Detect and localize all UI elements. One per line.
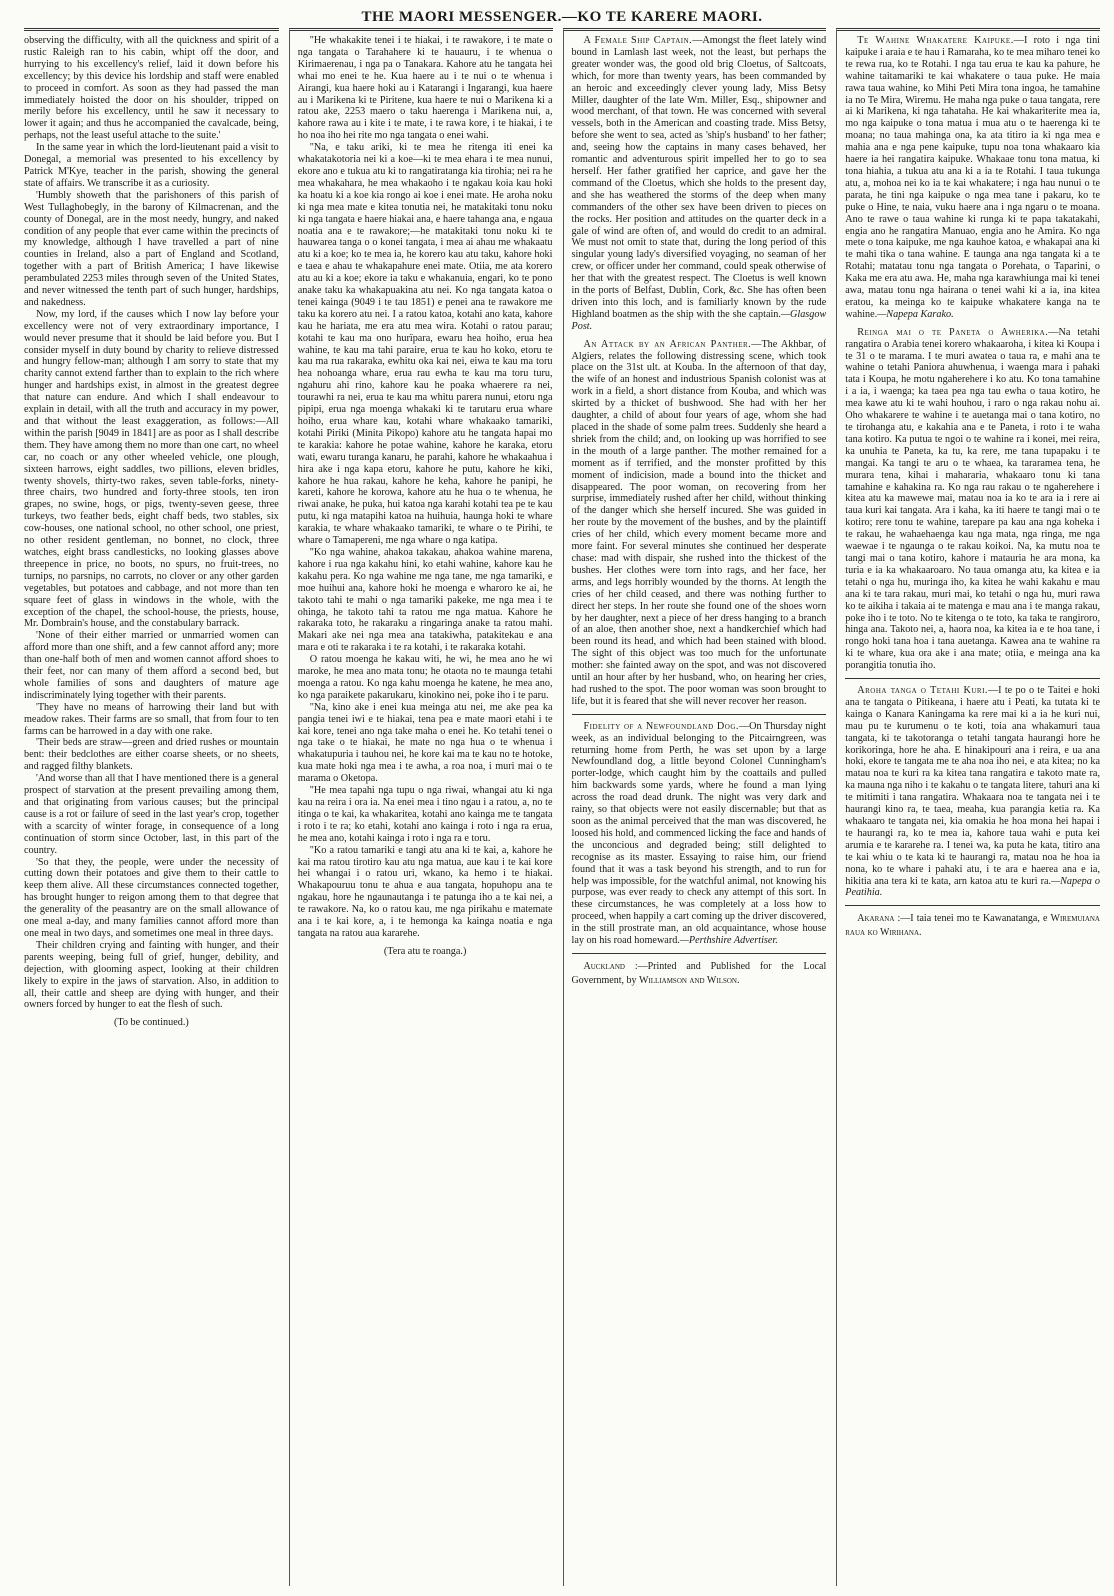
article-paragraph: 'They have no means of harrowing their land but with meadow rakes. Their farms are so small, that from four to ten farms can be harrowed in a day with one rake. <box>24 701 279 737</box>
article-body: —The Akhbar, of Algiers, relates the following distressing scene, which took place on the 31st ult. at Kouba. In the afternoon of that day, the wife of an honest and industrious Spanish colonist was at work in a field, a short distance from Kouba, and which was skirted by a thicket of bushwood. She had with her her daughter, a child of about four years of age, whom she had placed in the shade of some palm trees. Suddenly she heard a shriek from the child; and, on looking up was horrified to see in the mouth of a large panther. The mother remained for a moment as if terrified, and the monster profitted by this moment of indicision, made a bound into the thicket and disappeared. The poor woman, on recovering from her surprise, immediately rushed after her child, without thinking of the danger which she herself incured. She was guided in her route by the movement of the bushes, and by the plaintiff cries of her child, which every moment became more and more faint. For several minutes she continued her desperate chase: mad with dispair, she rushed into the thickest of the bushes. Her clothes were torn into rags, and her face, her arms, and legs horribly wounded by the thorns. At length the cries of her child ceased, and there was nothing further to direct her steps. In her route she found one of the shoes worn by her daughter, next a piece of her dress hanging to a branch of an aloe, then another shoe, next a handkerchief which had been round its head, and which had been stained with blood. The sight of this object was too much for the unfortunate mother: she fainted away on the spot, and was not discovered until an hour after by her husband, who, on hearing her cries, had rushed to the spot. The poor woman was soon brought to life, but it is feared that she will never recover her reason. <box>571 338 827 707</box>
article-heading: A Female Ship Captain. <box>583 35 693 46</box>
article-body: —Na tetahi rangatira o Arabia tenei korero whakaaroha, i kitea ki Koupa i te 31 o te marama. I te muri awatea o taua ra, e mahi ana te wahine o tetahi Paniora ahuwhenua, i waenga mara i pahaki tata i Koupa, he motu ngaherehere i ko atu. Ko tona tamahine i a ia, i waenga; ka taea pea nga tau ewha o taua kotiro, he mea kawe atu ki te wahi houhou, i raro o nga rakau nohu ai. Oho whakarere te wahine i te auetanga mai o tana kotiro, no te tirohanga atu, e kakahia ana e te Paneta, i roto i te waha tana kotiro. Ka putua te ngoi o te wahine ra i konei, mei reira, ka unuhia te Paneta, ka tu, ka rere, me tana tupapaku i te mangai. Ka tangi te aru o te whaea, ka tararamea tena, he murara tena, kihai i mahararia, whakaaro tonu ki tana tamahine e kahakina ra. Ko nga rau rakau o te ngaherehere i kitea atu ka mawewe mai, matau noa ia ko te ara ia i rere ai taua kuri kai tangata. Ara i kaha, ka iti haere te tangi mai o te kotiro; rere tonu te wahine, tarepare pa kau ana nga koheka i te rakau, he wahaehaenga kau nga mata, nga ringa, me nga waewae i te ngaunga o te rakau koikoi. Na, ka mutu noa te tangi mai o tana kotiro, kahore i matauria he ara mona, ka turia e ia ka whakaaroaro. No taua omanga atu, ka kitea e ia tetahi o nga hu, muringa iho, ka kitea he wahi kakahu e mau ana ki te tara rakau, muri mai, ko tetahi o nga hu, muri rawa ko te aikiha i takaia ai te matenga e mau ana i te manga rakau, poke iho i te toto. No te kitenga o te toto, ka taka te rangiroro, hinga ana. Takoto nei, a, haora noa, ka kitea ia e te hoa tane, i rongo hoki tana hoa i tana auetanga. Kawea ana te wahine ra ki te whare, kua ora ake i ana mate; otiia, e meinga ana ka porangitia tonutia iho. <box>845 326 1100 672</box>
imprint-place: Auckland <box>583 960 625 972</box>
article-paragraph: observing the difficulty, with all the quickness and spirit of a rustic Raleigh ran to his cabin, whipt off the door, and hurrying to his excellency's relief, laid it down before his excellency; by this device his lordship and staff were enabled to proceed in comfort. As soon as they had passed the man immediately hoisted the door on his shoulder, tripped on merily before his excellency, until he saw it necessary to lower it again; and thus he accompanied the cavalcade, being, perhaps, not the least useful attache to the suite.' <box>24 35 279 142</box>
article-source: —Napepa o Peatihia. <box>845 875 1100 899</box>
article-paragraph: "He mea tapahi nga tupu o nga riwai, whangai atu ki nga kau na reira i ora ia. Na enei mea i tino ngau i a ratou, a, no te itinga o te kai, ka whakaritea, kotahi ano kainga me te tangata i roto i te ra; ko etahi, kotahi ano kainga i roto i nga ra erua, he mea ano, kotahi kainga i roto i nga ra e toru. <box>297 785 553 844</box>
article-source: —Napepa Karako. <box>877 308 954 320</box>
masthead: THE MAORI MESSENGER.—KO TE KARERE MAORI. <box>361 9 763 25</box>
divider <box>572 714 827 715</box>
imprint-printers: Wiremuiana raua ko Wirihana. <box>845 913 1100 939</box>
article-panther <box>572 339 827 708</box>
article-paragraph: "Ko nga wahine, ahakoa takakau, ahakoa wahine marena, kahore i rua nga kakahu hini, ko etahi wahine, kahore kau he kakahu pera. Ko nga wahine me nga tane, me nga tamariki, e moe huihui ana, kahore hoki he moenga e wharoro ke ai, he takoto tahi te mahi o nga tamariki pakeke, me nga mea i te ohinga, he takoto tahi ta ratou me nga matua. Kahore he rakaraka toto, he rakaraku a ringaringa anake ta ratou mahi. Makari ake nei nga mea ana tatakiwha, patakitekau e ana mara e oti te rakaraka i te ra kotahi, i te rakaraka kotahi. <box>297 546 553 654</box>
article-paneta <box>845 327 1100 672</box>
imprint-printers: Williamson and Wilson. <box>639 974 740 986</box>
article-paragraph: 'None of their either married or unmarried women can afford more than one shift, and a few cannot afford any; more than one-half both of men and women cannot afford shoes to their feet, nor can many of them afford a second bed, but whole families of sons and daughters of mature age indiscriminately lying together with their parents. <box>24 630 279 701</box>
divider <box>845 678 1100 679</box>
article-paragraph: "Ko a ratou tamariki e tangi atu ana ki te kai, a, kahore he kai ma ratou tirotiro kau atu nga matua, aue kau i te kai kore hei whangai i o ratou uri, wkano, ka hemo i te hiakai. Whakapouruu tonu te ahua e aua tangata, hopuhopu ana te ngakau, hore he ngaunautanga i te patunga iho a te kai nei, a te rawakore. Na, ko o ratou kau, me nga pirikahu e matemate ana i te kai kore, a, i te hemonga ka kainga noatia e nga tangata na ratou aua kararehe. <box>297 844 553 939</box>
article-paragraph: 'So that they, the people, were under the necessity of cutting down their potatoes and give them to their cattle to keep them alive. All these circumstances connected together, has brought hunger to reigon among them to that degree that the generality of the peasantry are on the small allowance of one meal a-day, and many families cannot afford more than one meal in two days, and sometimes one meal in three days. <box>24 856 279 939</box>
article-heading: Fidelity of a Newfoundland Dog. <box>583 720 739 732</box>
article-paragraph: In the same year in which the lord-lieutenant paid a visit to Donegal, a memorial was presented to his excellency by Patrick M'Kye, teacher in the parish, showing the general state of affairs. We transcribe it as a curiosity. <box>24 142 279 189</box>
article-paragraph: "He whakakite tenei i te hiakai, i te rawakore, i te mate o nga tangata o Tarahahere ki te hauauru, i te whenua o Kirimaerenau, i nga pa o Tanakara. Kahore atu he tangata hei whai mo enei te he. Kua haere au i te nui o te whenua i Airangi, kua haere hoki au i Katarangi i Ingarangi, kua haere au i Marikena ki te Piritene, kua haere te nui o Marikena ki a ratou ake, 2253 maero o taku haerenga i Marikena nui, a, kahore rawa au i kite i te mate, i te rawa kore, i te hiakai, i te ho noa iho hei rite mo nga tangata o enei wahi. <box>297 35 553 142</box>
article-body: —I te po o te Taitei e hoki ana te tangata o Pitikeana, i haere atu i Peati, ka tutata ki te kainga o Kanara Kaningama ka rere mai ki a ia he kuri nui, mau pu te kurumenu o te koti, toia ana whakamuri taua tangata, ki te takotoranga o tetahi tangata haurangi hore he korikoringa, hore he aha. E hinakipouri ana i reira, e ua ana hoki, ekore te tangata me te aha noa iho nei, e ata kitea; no ka matau noa te kuri ra ka kitea tana rangatira e takoto mate ra, ka mauna nga niho i te kakahu o te tangata litere, tahuri ana ki te mitimiti i tana rangatira. Whakaara noa te tangata nei i te haurangi kino ra, te taea, meaha, kua parangia ketia ra. Ka whakaaro te tangata nei, kia omakia he hoa mona hei hapai i te haurangi ra, ko te mea ia, kahore taua wahi e puta kei arumia e te kararehe ra. I tenei wa, ka puta he kata, titiro ana te kai whiu o te kata ki te haurangi ra, matau noa he hoa ia nona, ko te whare i pahaki atu, i te ara e haerea ana e ia, hikitia ana tera ki te kata, arn katoa atu te kuri ra. <box>845 685 1100 887</box>
article-body: —I roto i nga tini kaipuke i araia e te hau i Ramaraha, ko te mea miharo tenei ko te rewa rua, ko te Rotahi. I nga tau erua te kau ka pahure, he wahine taitamariki te kai whakatere o taua puke. He maia rawa taua wahine, ko Mihi Peti Mira tona ingoa, he tamahine ia no Te Mira, Wiremu. He maha nga puke o taua tangata, rere ai ki Marikena, ki nga tahataha. He kai whakariterite mea ia, mo nga kaipuke o tona matua i mua atu o te haerenga ki te moana; no taua mahinga ona, ka ata titiro ia ki nga mea e mahia ana e nga pene kaipuke, tupu noa tona whakaaro kia haere ia hei rangatira kaipuke. Whakaae tonu tona matua, ki tona hiahia, a tukua atu ana ki a ia te Rotahi. I taua tukunga atu, a, mohoa nei ko ia te kai whakatere; i nga hau nunui o te parata, he tini nga kaipuke o nga mea tane i pakaru, ko te puke o Hine, te naia, vuku haere ana i nga ngaru o te moana. Ano te rawe o taua wahine ki runga ki te papa takatakahi, engia ano he rangatira Manuao, engia ano he Amira. Ko nga mete o tona kaipuke, me nga kauhoe katoa, e whakapai ana ki te mahi tika o tana wahine. E taunga ana nga tangata ki a te Rotahi; matatau tonu nga tangata o Porehata, o Taparini, o Kaka me era atu awa. He, maha nga karawhiunga mai ki tenei awa, matau tonu nga hairana o tenei wahi ki a ia, ina kitea eratou, ka meinga ko te kaipuke whakatere kanga na te wahine. <box>845 35 1100 320</box>
column-2 <box>289 28 553 1586</box>
article-heading: Aroha tanga o Tetahi Kuri. <box>857 685 988 697</box>
article-paragraph: Now, my lord, if the causes which I now lay before your excellency were not of very extraordinary importance, I would never presume that it should be laid before you. But I consider myself in duty bound by charity to relieve distressed and hungry fellow-man; although I am sorry to state that my charity cannot extend farther than to explain to the rich where hunger and hardships exist, in almost in the greatest degree that nature can endure. And which I shall endeavour to explain in detail, with all the truth and accuracy in my power, and that without the least exaggeration, as follows:—All within the parish [9049 in 1841] are as poor as I shall describe them. They have among them no more than one cart, no wheel car, no coach or any other wheeled vehicle, one plough, sixteen harrows, eight saddles, two pillions, eleven bridles, twenty shovels, thirty-two rakes, seven table-forks, ninety-three chairs, two hundred and forty-three stools, ten iron grapes, no swine, hogs, or pigs, twenty-seven geese, three turkeys, two feather beds, eight chaff beds, two stables, six cow-houses, one national school, no other school, one priest, no other resident gentleman, no bonnet, no clock, three watches, eight brass candlesticks, no looking glasses above threepence in price, no boots, no spurs, no fruit-trees, no turnips, no parsnips, no carrots, no clover or any other garden vegetables, but potatoes and cabbage, and not more than ten square feet of glass in windows in the whole, with the exception of the chapel, the school-house, the priests, house, Mr. Dombrain's house, and the constabulary barrack. <box>24 308 279 630</box>
article-heading: Reinga mai o te Paneta o Awherika. <box>857 326 1049 338</box>
imprint-text: :—I taia tenei mo te Kawanatanga, e <box>897 913 1048 925</box>
article-female-captain <box>572 35 827 333</box>
imprint-place: Akarana <box>857 913 895 925</box>
article-paragraph: "Na, e taku ariki, ki te mea he ritenga iti enei ka whakatakotoria nei ki a koe—ki te mea ehara i te mea nunui, ekore ano e tukua atu ki to rangatiratanga kia tirohia; nei ra he mea whakahara, he mea whakaoho i te ngakau koia kau hoki ka hoatu ki a koe kia rongo ai koe i enei mate. He aroha noku ki nga mea mate e kitea tonutia nei, he matakitaki tonu noku ki nga tangata e haere hiakai ana, e haere tahanga ana, e ngaua noatia ana e te rawakore;—he matakitaki tonu noku ki te hauwarea tanga o o konei tangata, i mea ai ahau me whakaatu atu ki a koe; ko te mea ia, he korero kau atu taku, kahore hoki e taea e ahau te whakapahure enei mate. Otiia, me ata korero atu au ki a koe; ekore ia taku e whakanuia, engari, ko te pono anake taku ka whakapuakina atu nei. Ko nga tangata katoa o tenei kainga (9049 i te tau 1851) e penei ana te rawakore me taku ka korero atu nei. I a ratou katoa, kotahi ano kata, kahore kau he hariata, me era atu mea wira. Kotahi o ratou parau; kotahi te kau ma ono hurïpara, ewaru hea hoiho, erua hea wahine, te kau ma tahi paraire, erua te kau ho koko, etoru te kau ma rua rakaraka, ewhitu oka kai nei, eiwa te kau ma toru hea nohoanga whare, erua rau ewha te kau ma toru turu, ngahuru ahi rino, kahore kau he poaka whaerere ra nei, tourawhi ra nei, erua te kau ma whitu parera nunui, etoru nga pipipi, erua nga moenga whakaki ki te tarutaru erua whare hoiho, erua whare kau, kotahi whare whakaako tamariki, kotahi Piriki (Minita Pikopo) kahore atu he tangata hapai mo te karakia: kahore he potae wahine, kahore he karaka, etoru wati, ewaru turanga kanaru, he parahi, kahore he whakaahua i hira ake i nga kapa etoru, kahore he putu, kahore he kiki, kahore he hua rakau, kahore he keha, kahore he panipi, he kareti, kahore he korowa, kahore atu he hua o te whenua, he riwai anake, he puka, hui katoa nga karahi kotahi tea pe te kau putu, ki nga matapihi katoa na huihuia, haunga hoki te whare karakia, te whare whakaako tamariki, te whare o te Pirihi, te whare o Tamapereni, me nga whare o nga katipa. <box>297 142 553 547</box>
article-dog <box>572 721 827 947</box>
article-heading: An Attack by an African Panther. <box>583 338 752 350</box>
article-paragraph: 'Their beds are straw—green and dried rushes or mountain bent: their bedclothes are either coarse sheets, or no sheets, and ragged filthy blankets. <box>24 737 279 773</box>
article-wahine <box>845 35 1100 321</box>
article-paragraph: "Na, kino ake i enei kua meinga atu nei, me ake pea ka pangia tenei iwi e te hiakai, tena pea e mate maori etahi i te kai kore, tenei ano nga take maha o enei he. Ko tetahi tenei o nga take o te hiakai, he mate no nga hua o te whenua i whakatupuria i tauhou nei, he kore kai ma te kau no te hotoke, kua mate hoki nga mea i te awha, a roa noa, i muri mai o te marama o Oketopa. <box>297 701 553 785</box>
article-paragraph: O ratou moenga he kakau witi, he wi, he mea ano he wi maroke, he mea ano mata tonu; he otaota no te maunga tetahi moenga a ratou. Ko nga kahu moenga he katene, he mea ano, ko nga paraikete pakarukaru, kinokino nei, poke iho i te paru. <box>297 654 553 701</box>
continued-note: (To be continued.) <box>113 1017 189 1029</box>
columns <box>24 28 1100 1586</box>
divider <box>572 953 827 954</box>
article-source: —Perthshire Advertiser. <box>679 935 778 947</box>
article-paragraph: 'And worse than all that I have mentioned there is a general prospect of starvation at the present prevailing among them, and that originating from various causes; but the principal cause is a rot or failure of seed in the last year's crop, together with a scarcity of winter forage, in consequence of a long continuation of storm since October, last, in this part of the country. <box>24 773 279 856</box>
article-heading: Te Wahine Whakatere Kaipuke. <box>857 35 1014 46</box>
article-body: —On Thursday night week, as an individual belonging to the Pitcairngreen, was returning home from Perth, he was set upon by a large Newfoundland dog, a little beyond Colonel Cunningham's porter-lodge, which caught him by the coattails and pulled him backwards some yards, where he found a man lying across the road dead drunk. The night was very dark and rainy, so that objects were not easily discernable; but that as soon as the animal perceived that the man was discovered, he loosed his hold, and commenced licking the face and hands of the unconcious and degraded being; still delighted to recognise as its master. Essaying to raise him, our friend found that it was a task beyond his strength, and to run for help was impossible, for the watchful animal, not knowing his purpose, was ever ready to check any attempt of this sort. In these circumstances, he was completely at a loss how to proceed, when happily a cart coming up the driver discovered, in the still prostrate man, an old acquaintance, whose house lay on his road homeward. <box>571 720 827 947</box>
imprint <box>845 912 1100 940</box>
article-paragraph: Their children crying and fainting with hunger, and their parents weeping, being full of grief, hunger, debility, and dejection, with glooming aspect, looking at their children likely to expire in the jaws of starvation. Also, in addition to all, their cattle and sheep are dying with hunger, and their owners forced by hunger to eat the flesh of such. <box>24 939 279 1011</box>
article-kuri <box>845 685 1100 899</box>
continued-note: (Tera atu te roanga.) <box>383 945 467 957</box>
divider <box>845 905 1100 906</box>
article-paragraph: 'Humbly showeth that the parishoners of this parish of West Tullaghobegly, in the barony of Kilmacrenan, and the county of Donegal, are in the most needy, hungry, and naked condition of any people that ever came within the precincts of my knowledge, although I have travelled a part of nine counties in Ireland, also a part of England and Scotland, together with a part of British America; I have likewise perambulated 2253 miles through seven of the United States, and never witnessed the tenth part of such hunger, hardships, and nakedness. <box>24 189 279 308</box>
article-source: —Glasgow Post. <box>571 308 827 332</box>
imprint-text: :—Printed and Published for the Local Government, by <box>571 960 827 986</box>
column-4 <box>836 28 1100 1586</box>
column-3 <box>563 28 827 1586</box>
article-body: —Amongst the fleet lately wind bound in Lamlash last week, not the least, but perhaps the greater wonder was, the good old brig Cloetus, of Saltcoats, which, for more than twenty years, has been commanded by an heroic and exceedingly clever young lady, Miss Betsy Miller, daughter of the late Wm. Miller, Esq., shipowner and wood merchant, of that town. He was concerned with several vessels, both in the American and coasting trade. Miss Betsy, before she went to sea, acted as 'ship's husband' to her father; and, seeing how the captains in many cases behaved, her romantic and adventurous spirit impelled her to go to sea herself. Her father gratified her caprice, and gave her the command of the Cloetus, which she holds to the present day, and she has weathered the storms of the deep when many commanders of the other sex have been driven to pieces on the rocks. Her position and attitudes on the quarter deck in a gale of wind are often of, and would do credit to an admiral. We must not omit to state that, during the long period of this singular young lady's diversified voyaging, no seaman of her crew, or officer under her command, could speak otherwise of her that with the greatest respect. The Cloetus is well known in the ports of Belfast, Dublin, Cork, &c. She has often been driven into this loch, and is familiarly known by the rude Highland boatmen as the ship with the she captain. <box>571 35 827 320</box>
column-1 <box>24 28 279 1586</box>
imprint <box>572 960 827 988</box>
